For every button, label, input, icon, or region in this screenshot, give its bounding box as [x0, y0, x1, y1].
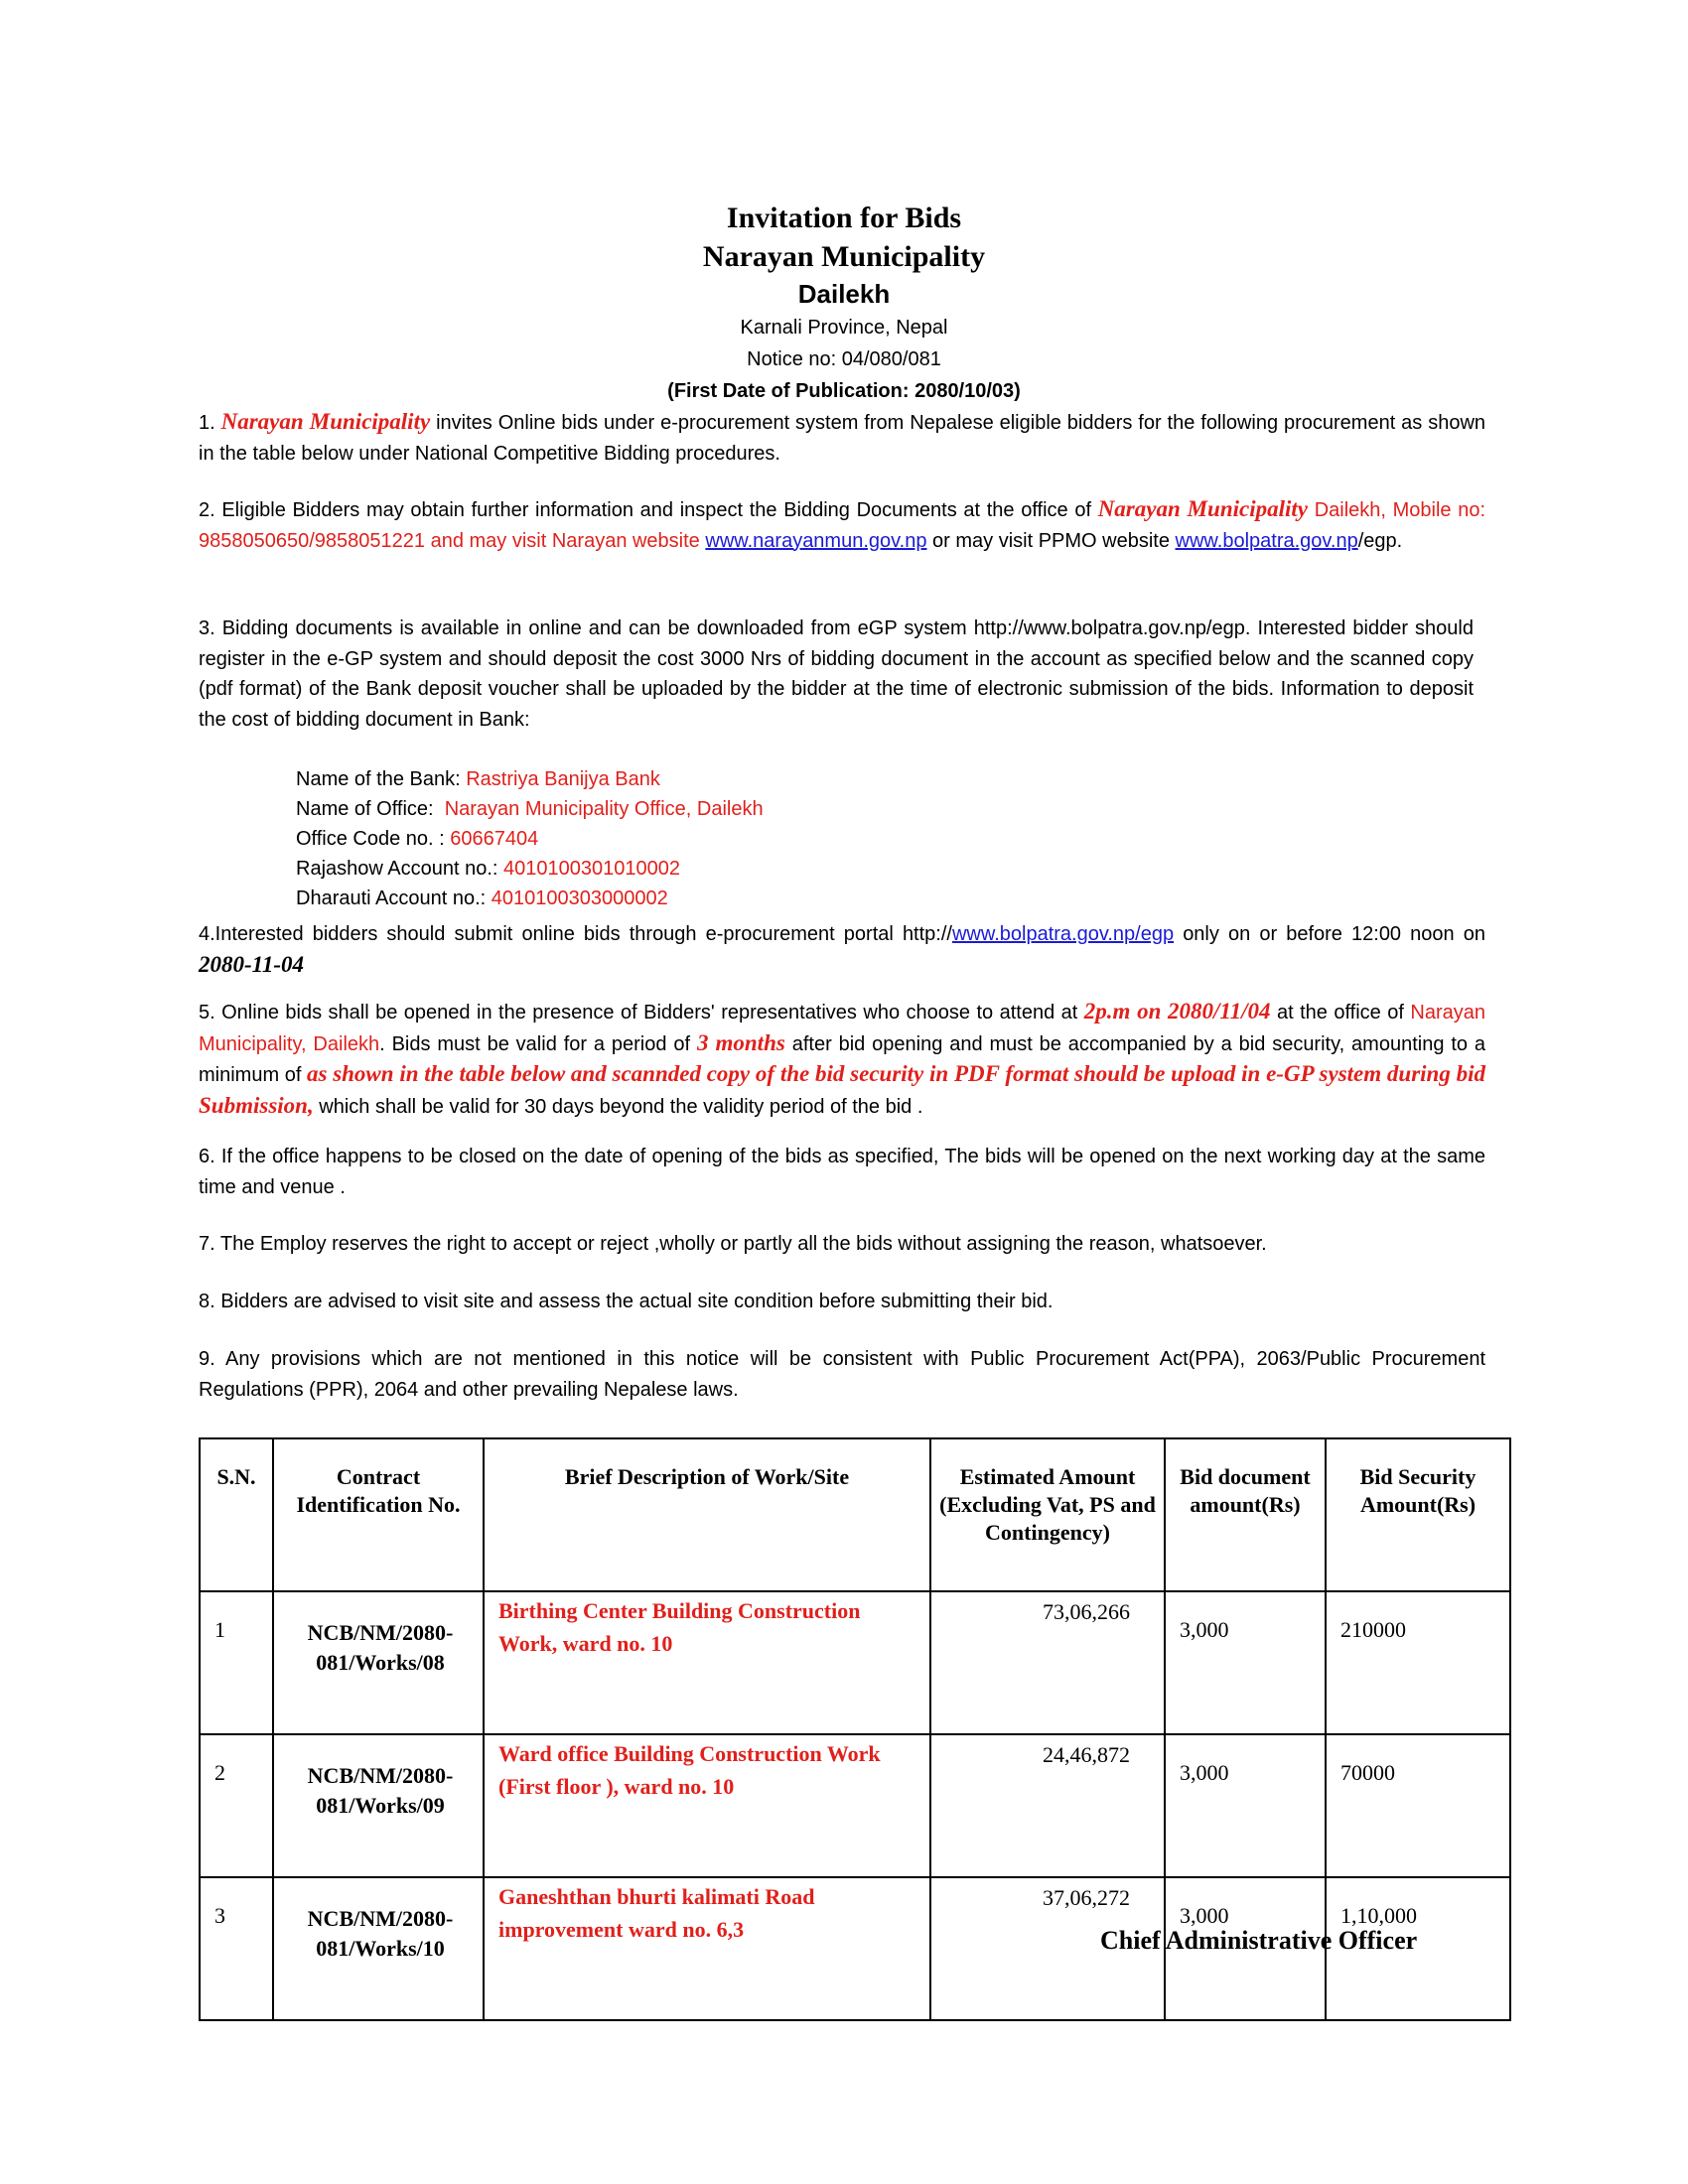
validity-period: 3 months [696, 1029, 785, 1055]
paragraph-7: 7. The Employ reserves the right to accept or reject ,wholly or partly all the bids without assigning the reason, whatsoever. [199, 1233, 1267, 1255]
narayan-website-link[interactable]: www.narayanmun.gov.np [705, 529, 927, 552]
signature-line: Chief Administrative Officer [1100, 1926, 1418, 1955]
notice-number: Notice no: 04/080/081 [747, 348, 941, 370]
paragraph-2: 2. Eligible Bidders may obtain further information and inspect the Bidding Documents at the office of Narayan Municipality Dailekh, Mobile no: 9858050650/9858051221 and may visit Narayan website www.narayanmun.gov.np or may visit PPMO website www.bolpatra.gov.np/egp. [199, 496, 1485, 552]
bank-row: Name of the Bank: Rastriya Banijya Bank [296, 768, 660, 790]
bank-row: Name of Office: Narayan Municipality Office, Dailekh [296, 798, 764, 820]
org-name: Narayan Municipality [220, 409, 431, 434]
province-name: Karnali Province, Nepal [740, 317, 948, 339]
paragraph-1: 1. Narayan Municipality invites Online bids under e-procurement system from Nepalese eligible bidders for the following procurement as shown in the table below under National Competitive Bidding procedures. [199, 409, 1486, 465]
org-name: Narayan Municipality [1097, 496, 1309, 521]
table-row: 2 NCB/NM/2080-081/Works/09 Ward office Building Construction Work (First floor ), ward no. 10 24,46,872 3,000 70000 [200, 1734, 1510, 1877]
organization-name: Narayan Municipality [702, 240, 986, 273]
bank-row: Dharauti Account no.: 4010100303000002 [296, 887, 668, 909]
col-header-bid-security: Bid Security Amount(Rs) [1326, 1438, 1510, 1591]
paragraph-6: 6. If the office happens to be closed on the date of opening of the bids as specified, The bids will be opened on the next working day at the same time and venue . [199, 1146, 1485, 1198]
col-header-description: Brief Description of Work/Site [484, 1438, 930, 1591]
ppmo-website-link[interactable]: www.bolpatra.gov.np [1175, 529, 1358, 552]
col-header-sn: S.N. [200, 1438, 273, 1591]
paragraph-4: 4.Interested bidders should submit online bids through e-procurement portal http://www.bolpatra.gov.np/egp only on or before 12:00 noon on 2080-11-04 [199, 923, 1485, 977]
bank-row: Office Code no. : 60667404 [296, 828, 539, 850]
table-row: 3 NCB/NM/2080-081/Works/10 Ganeshthan bhurti kalimati Road improvement ward no. 6,3 37,06,272 3,000 1,10,000 [200, 1877, 1510, 2020]
table-row: 1 NCB/NM/2080-081/Works/08 Birthing Center Building Construction Work, ward no. 10 73,06,266 3,000 210000 [200, 1591, 1510, 1734]
paragraph-3: 3. Bidding documents is available in online and can be downloaded from eGP system http://www.bolpatra.gov.np/egp. Interested bidder should register in the e-GP system and should deposit the cost 3000 Nrs of bidding document in the account as specified below and the scanned copy (pdf format) of the Bank deposit voucher shall be uploaded by the bidder at the time of electronic submission of the bids. Information to deposit the cost of bidding document in Bank: [199, 617, 1474, 731]
notice-title: Invitation for Bids [726, 202, 962, 234]
bank-details [296, 764, 764, 913]
notice-header [0, 199, 1688, 407]
egp-portal-link[interactable]: www.bolpatra.gov.np/egp [951, 923, 1175, 945]
table-header-row [200, 1438, 1510, 1591]
col-header-bid-document-amount: Bid document amount(Rs) [1165, 1438, 1326, 1591]
paragraph-8: 8. Bidders are advised to visit site and assess the actual site condition before submitting their bid. [199, 1291, 1054, 1312]
paragraph-5: 5. Online bids shall be opened in the presence of Bidders' representatives who choose to attend at 2p.m on 2080/11/04 at the office of Narayan Municipality, Dailekh. Bids must be valid for a period of 3 months after bid opening and must be accompanied by a bid security, amounting to a minimum of as shown in the table below and scannded copy of the bid security in PDF format should be upload in e-GP system during bid Submission, which shall be valid for 30 days beyond the validity period of the bid . [199, 999, 1485, 1118]
col-header-estimated-amount: Estimated Amount (Excluding Vat, PS and Contingency) [930, 1438, 1165, 1591]
publication-date: (First Date of Publication: 2080/10/03) [667, 380, 1021, 402]
paragraph-9: 9. Any provisions which are not mentioned in this notice will be consistent with Public Procurement Act(PPA), 2063/Public Procurement Regulations (PPR), 2064 and other prevailing Nepalese laws. [199, 1348, 1485, 1401]
bank-row: Rajashow Account no.: 4010100301010002 [296, 858, 680, 880]
submission-date: 2080-11-04 [199, 951, 305, 977]
district-name: Dailekh [797, 279, 891, 309]
col-header-contract-id: Contract Identification No. [273, 1438, 484, 1591]
opening-time: 2p.m on 2080/11/04 [1083, 999, 1271, 1024]
